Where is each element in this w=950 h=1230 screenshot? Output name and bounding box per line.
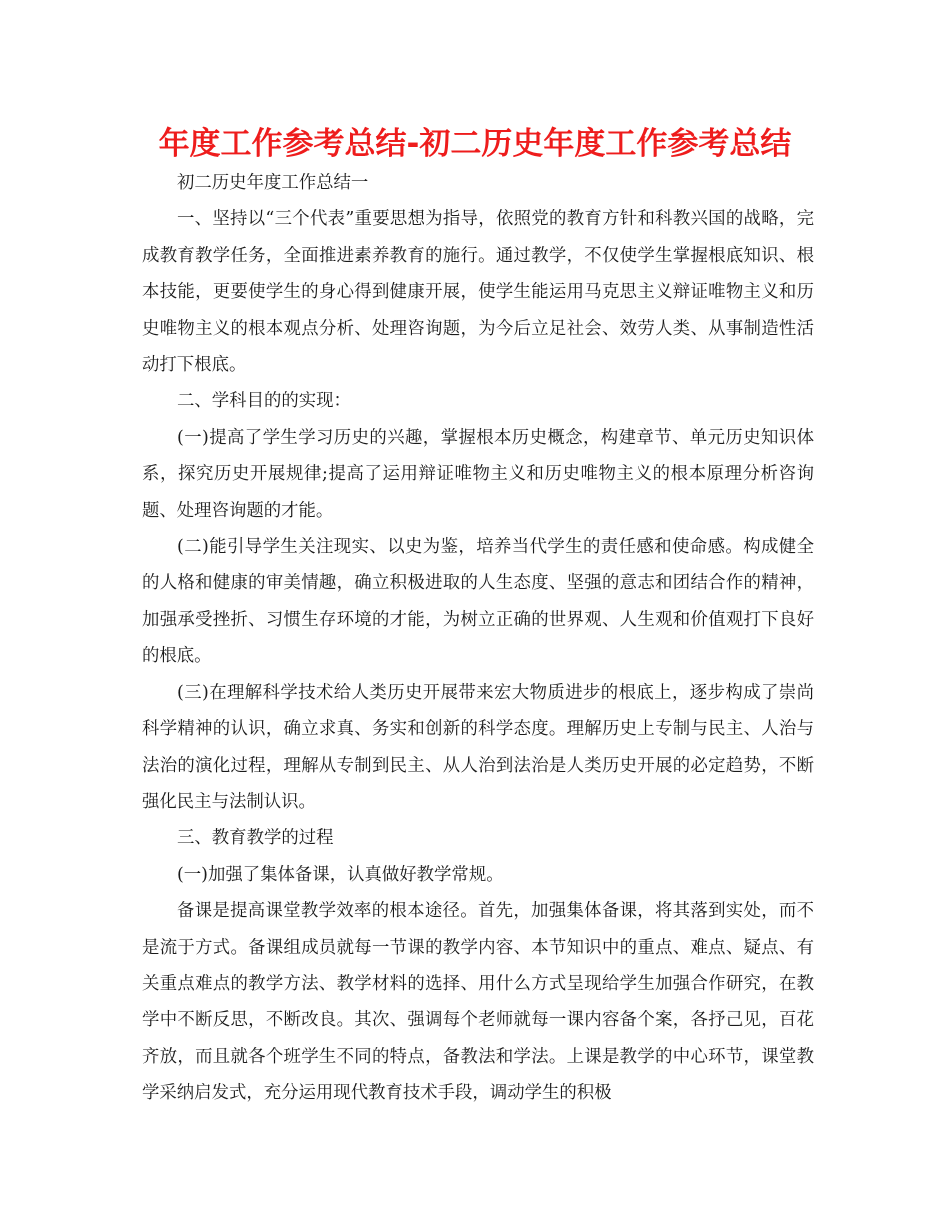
subsection-heading: (一)加强了集体备课，认真做好教学常规。 xyxy=(177,864,504,885)
section-heading: 三、教育教学的过程 xyxy=(177,828,334,849)
section-heading: 初二历史年度工作总结一 xyxy=(177,173,369,193)
body-paragraph: (三)在理解科学技术给人类历史开展带来宏大物质进步的根底上，逐步构成了崇尚科学精神的认识，确立求真、务实和创新的科学态度。理解历史上专制与民主、人治与法治的演化过程，理解从专制到民主、从人治到法治是人类历史开展的必定趋势，不断强化民主与法制认识。 xyxy=(142,682,814,812)
body-paragraph: (二)能引导学生关注现实、以史为鉴，培养当代学生的责任感和使命感。构成健全的人格和健康的审美情趣，确立积极进取的人生态度、坚强的意志和团结合作的精神，加强承受挫折、习惯生存环境的才能，为树立正确的世界观、人生观和价值观打下良好的根底。 xyxy=(142,537,814,667)
body-paragraph: 一、坚持以“三个代表”重要思想为指导，依照党的教育方针和科教兴国的战略，完成教育教学任务，全面推进素养教育的施行。通过教学，不仅使学生掌握根底知识、根本技能，更要使学生的身心得到健康开展，使学生能运用马克思主义辩证唯物主义和历史唯物主义的根本观点分析、处理咨询题，为今后立足社会、效劳人类、从事制造性活动打下根底。 xyxy=(142,209,814,376)
document-body xyxy=(142,165,814,1112)
body-paragraph: 备课是提高课堂教学效率的根本途径。首先，加强集体备课，将其落到实处，而不是流于方式。备课组成员就每一节课的教学内容、本节知识中的重点、难点、疑点、有关重点难点的教学方法、教学材料的选择、用什么方式呈现给学生加强合作研究，在教学中不断反思，不断改良。其次、强调每个老师就每一课内容备个案，各抒己见，百花齐放，而且就各个班学生不同的特点，备教法和学法。上课是教学的中心环节，课堂教学采纳启发式，充分运用现代教育技术手段，调动学生的积极 xyxy=(142,901,814,1104)
document-title: 年度工作参考总结-初二历史年度工作参考总结 xyxy=(158,126,792,162)
section-heading: 二、学科目的的实现： xyxy=(177,391,351,412)
body-paragraph: (一)提高了学生学习历史的兴趣，掌握根本历史概念，构建章节、单元历史知识体系，探究历史开展规律;提高了运用辩证唯物主义和历史唯物主义的根本原理分析咨询题、处理咨询题的才能。 xyxy=(142,427,814,521)
